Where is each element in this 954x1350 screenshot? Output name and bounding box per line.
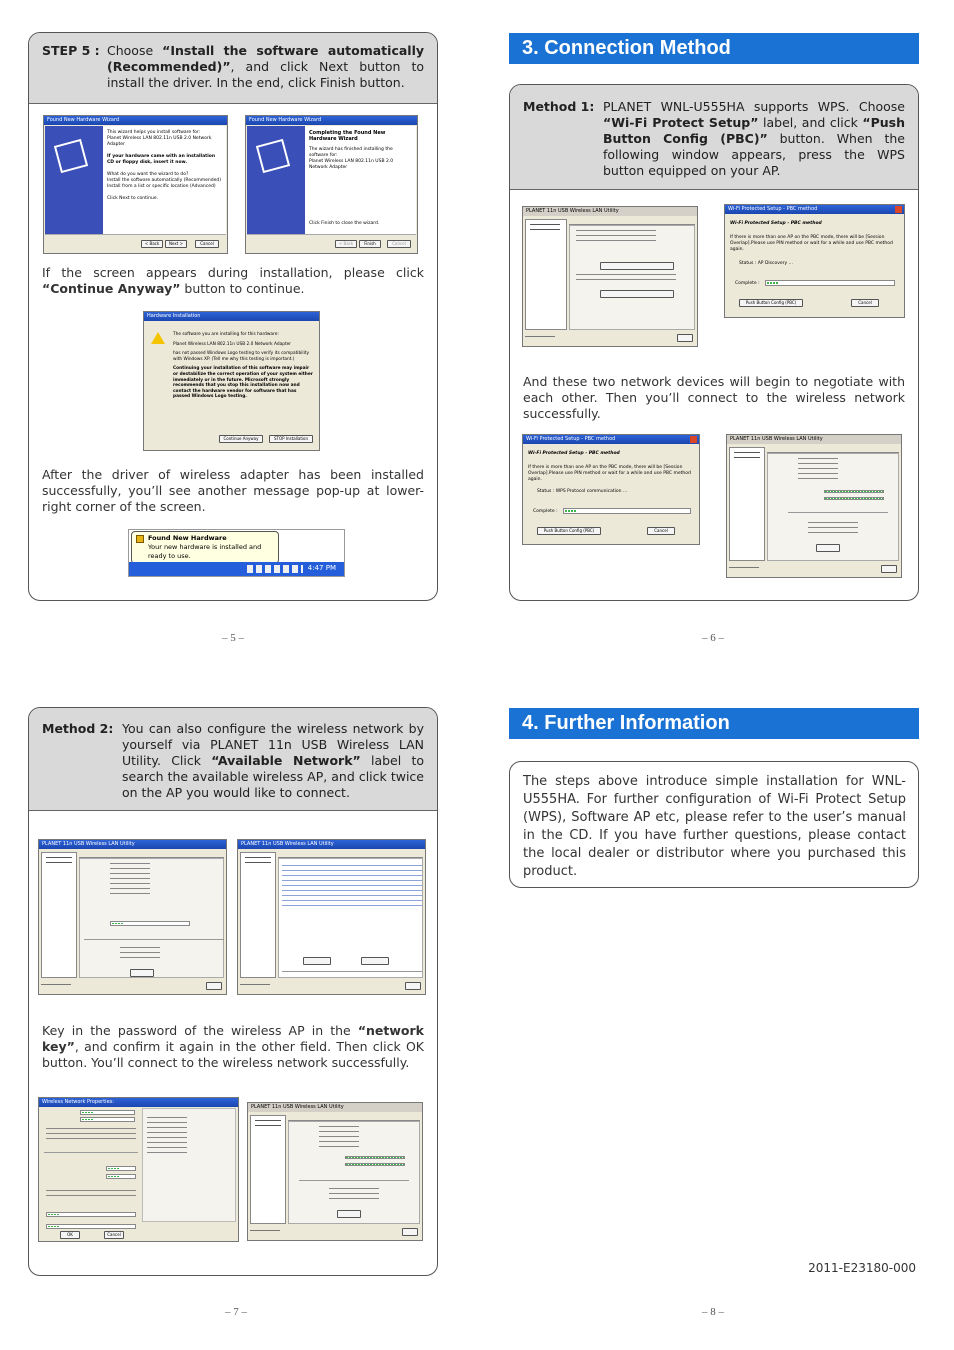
network-key-field[interactable]: [46, 1212, 136, 1217]
step5-header: [29, 33, 437, 104]
step5-text: Choose “Install the software automatically (Recommended)”, and click Next button to install the driver. In the end, click Finish button.: [107, 43, 425, 90]
wizard2-cancel-button[interactable]: Cancel: [387, 240, 411, 248]
hardware-installation-screenshot: [143, 311, 320, 451]
method2-text: You can also configure the wireless network by yourself via PLANET 11n USB Wireless LAN Utility. Click “Available Network” label to search the available wireless AP, and click twice on the AP you would like to connect.: [122, 721, 424, 800]
wizard2-titlebar: Found New Hardware Wizard: [246, 116, 417, 125]
hardware-icon: [136, 535, 144, 543]
pbc-status-2: Status : WPS Protocol communication ...: [537, 489, 628, 494]
pbc-status-1: Status : AP Discovery ...: [739, 261, 793, 266]
utility-general-screenshot-2: [38, 839, 227, 995]
general-content: [288, 1121, 420, 1224]
pbc-complete-label-2: Complete :: [533, 509, 558, 514]
pbc-push-button-1[interactable]: Push Button Config (PBC): [739, 299, 803, 307]
profile-titlebar: Wireless Network Properties:: [39, 1098, 238, 1107]
link-quality-bars: [824, 497, 884, 500]
new-hardware-balloon-screenshot: [128, 529, 345, 577]
utility-statusbar-5: [250, 1226, 420, 1238]
utility-titlebar-1: PLANET 11n USB Wireless LAN Utility: [523, 207, 697, 216]
pbc-heading-2: Wi-Fi Protected Setup - PBC method: [528, 451, 620, 456]
hwinst-titlebar: Hardware Installation: [144, 312, 319, 321]
wizard1-next-button[interactable]: Next >: [165, 240, 187, 248]
network-authentication-select[interactable]: [106, 1166, 136, 1171]
adapter-tree: [41, 852, 77, 978]
network-properties-screenshot: [38, 1097, 239, 1242]
method1-header: [510, 85, 918, 190]
wizard1-side-banner: [45, 126, 103, 234]
method2-label: Method 2:: [42, 721, 114, 736]
general-content: [79, 858, 224, 978]
network-key-text: Key in the password of the wireless AP in the “network key”, and confirm it again in the other field. Then click OK button. You’ll connect to the wireless network successfully.: [42, 1023, 424, 1070]
utility-statusbar-3: [41, 980, 224, 992]
signal-strength-bars: [345, 1156, 405, 1159]
utility-statusbar-1: [525, 332, 695, 344]
page-number-6: – 6 –: [702, 632, 724, 644]
wizard2-back-button[interactable]: < Back: [335, 240, 357, 248]
page-number-7: – 7 –: [225, 1306, 247, 1318]
adapter-tree: [729, 447, 765, 561]
new-hardware-balloon: Found New Hardware Your new hardware is installed and ready to use.: [131, 531, 279, 564]
data-encryption-select[interactable]: [106, 1174, 136, 1179]
tray-icons: [247, 565, 303, 573]
profile-ok-button[interactable]: OK: [60, 1231, 80, 1239]
warning-icon: [151, 332, 165, 344]
continue-anyway-text: If the screen appears during installation, please click “Continue Anyway” button to continue.: [42, 265, 424, 296]
renew-ip-button-2[interactable]: [130, 969, 154, 977]
taskbar-clock: 4:47 PM: [307, 564, 336, 572]
wizard2-text: Completing the Found New Hardware Wizard The wizard has finished installing the software for: Planet Wireless LAN 802.11n USB 2.0 Network Adapter Click Finish to close the wizard.: [309, 130, 394, 226]
wizard2-finish-button[interactable]: Finish: [359, 240, 381, 248]
stop-installation-button[interactable]: STOP Installation: [269, 435, 313, 443]
further-info-panel: [509, 761, 919, 888]
utility-available-network-screenshot: [237, 839, 426, 995]
available-network-content: [278, 858, 423, 978]
close-icon[interactable]: [690, 436, 697, 443]
utility-titlebar-4: PLANET 11n USB Wireless LAN Utility: [238, 840, 425, 849]
wizard-screenshot-2: [245, 115, 418, 254]
wizard1-text: This wizard helps you install software for: Planet Wireless LAN 802.11n USB 2.0 Network Adapter If your hardware came with an installation CD or floppy disk, insert it now. What do you want the wizard to do? Install the software automatically (Recommended) Install from a list or specific location (Advanced) Click Next to continue.: [107, 130, 221, 201]
method1-label: Method 1:: [523, 99, 595, 114]
confirm-network-key-field[interactable]: [46, 1224, 136, 1229]
taskbar: [129, 562, 344, 576]
utility-general-screenshot-1: [726, 434, 902, 578]
page-number-8: – 8 –: [702, 1306, 724, 1318]
section-title-connection-method: 3. Connection Method: [509, 33, 919, 64]
refresh-button[interactable]: [303, 957, 331, 965]
after-driver-text: After the driver of wireless adapter has been installed successfully, you’ll see another message pop-up at lower-right corner of the screen.: [42, 467, 424, 514]
pbc-cancel-button-2[interactable]: Cancel: [647, 527, 675, 535]
utility-close-button-5[interactable]: [402, 1228, 418, 1236]
method1-text: PLANET WNL-U555HA supports WPS. Choose “Wi-Fi Protect Setup” label, and click “Push Button Config (PBC)” button. When the following window appears, press the WPS button equipped on your AP.: [603, 99, 906, 178]
close-icon[interactable]: [895, 206, 902, 213]
utility-close-button-3[interactable]: [206, 982, 222, 990]
wizard1-back-button[interactable]: < Back: [141, 240, 163, 248]
pbc-description-1: If there is more than one AP on the PBC mode, there will be [Session Overlap].Please use PIN method or wait for a while and use PBC method again.: [730, 235, 893, 252]
profile-cancel-button[interactable]: Cancel: [104, 1231, 124, 1239]
utility-close-button-2[interactable]: [881, 565, 897, 573]
step5-label: STEP 5 :: [42, 43, 100, 58]
signal-strength-bars: [824, 490, 884, 493]
wizard1-cancel-button[interactable]: Cancel: [195, 240, 219, 248]
pin-input-config-button[interactable]: [600, 262, 674, 270]
adapter-tree: [250, 1115, 286, 1224]
pbc-titlebar-1: Wi-Fi Protected Setup - PBC method: [725, 205, 904, 214]
method2-header: [29, 708, 437, 811]
pbc-progress-1: [765, 280, 895, 286]
pbc-complete-label-1: Complete :: [735, 281, 760, 286]
utility-statusbar-2: [729, 563, 899, 575]
pbc-titlebar-2: Wi-Fi Protected Setup - PBC method: [523, 435, 699, 444]
utility-close-button-1[interactable]: [677, 334, 693, 342]
wizard2-side-banner: [247, 126, 305, 234]
hwinst-text: The software you are installing for this hardware: Planet Wireless LAN 802.11n USB 2.0 Network Adapter has not passed Windows Logo testing to verify its compatibility with Windows XP. (Tell me why this testing is important.) Continuing your installation of this software may impair or destabilize the correct operation of your system either immediately or in the future. Microsoft strongly recommends that you stop this installation now and contact the hardware vendor for software that has passed Windows Logo testing.: [173, 332, 313, 400]
adapter-tree: [240, 852, 276, 978]
continue-anyway-button[interactable]: Continue Anyway: [219, 435, 263, 443]
document-code: 2011-E23180-000: [808, 1261, 916, 1275]
renew-ip-button-1[interactable]: [816, 544, 840, 552]
link-quality-bars: [345, 1163, 405, 1166]
adapter-tree: [525, 219, 567, 330]
pbc-description-2: If there is more than one AP on the PBC mode, there will be [Session Overlap].Please use PIN method or wait for a while and use PBC method again.: [528, 465, 691, 482]
utility-statusbar-4: [240, 980, 423, 992]
utility-titlebar-2: PLANET 11n USB Wireless LAN Utility: [727, 435, 901, 444]
pbc-push-button-2[interactable]: Push Button Config (PBC): [537, 527, 601, 535]
wizard1-titlebar: Found New Hardware Wizard: [44, 116, 227, 125]
pbc-heading-1: Wi-Fi Protected Setup - PBC method: [730, 221, 822, 226]
pbc-cancel-button-1[interactable]: Cancel: [851, 299, 879, 307]
utility-general-screenshot-3: [247, 1102, 423, 1241]
push-button-config-button[interactable]: [600, 290, 674, 298]
pbc-progress-2: [563, 508, 691, 514]
pbc-dialog-screenshot-1: [724, 204, 905, 318]
utility-close-button-4[interactable]: [405, 982, 421, 990]
general-content: [767, 453, 899, 561]
add-to-profile-button[interactable]: [361, 957, 389, 965]
negotiate-text: And these two network devices will begin to negotiate with each other. Then you’ll connect to the wireless network successfully.: [523, 374, 905, 421]
pbc-dialog-screenshot-2: [522, 434, 700, 545]
utility-wps-screenshot: [522, 206, 698, 347]
renew-ip-button-3[interactable]: [337, 1210, 361, 1218]
section-title-further-information: 4. Further Information: [509, 708, 919, 739]
network-name-field[interactable]: [80, 1117, 135, 1122]
page-number-5: – 5 –: [222, 632, 244, 644]
wps-content: [569, 225, 695, 330]
network-list[interactable]: [282, 865, 422, 910]
utility-titlebar-5: PLANET 11n USB Wireless LAN Utility: [248, 1103, 422, 1112]
utility-titlebar-3: PLANET 11n USB Wireless LAN Utility: [39, 840, 226, 849]
profile-name-field[interactable]: [80, 1110, 135, 1115]
further-info-text: The steps above introduce simple installation for WNL-U555HA. For further configuration of Wi-Fi Protect Setup (WPS), Software AP etc, please refer to the user’s manual in the CD. If you have further questions, please contact the local dealer or distributor where you purchased this product.: [523, 774, 906, 879]
wizard-screenshot-1: [43, 115, 228, 254]
